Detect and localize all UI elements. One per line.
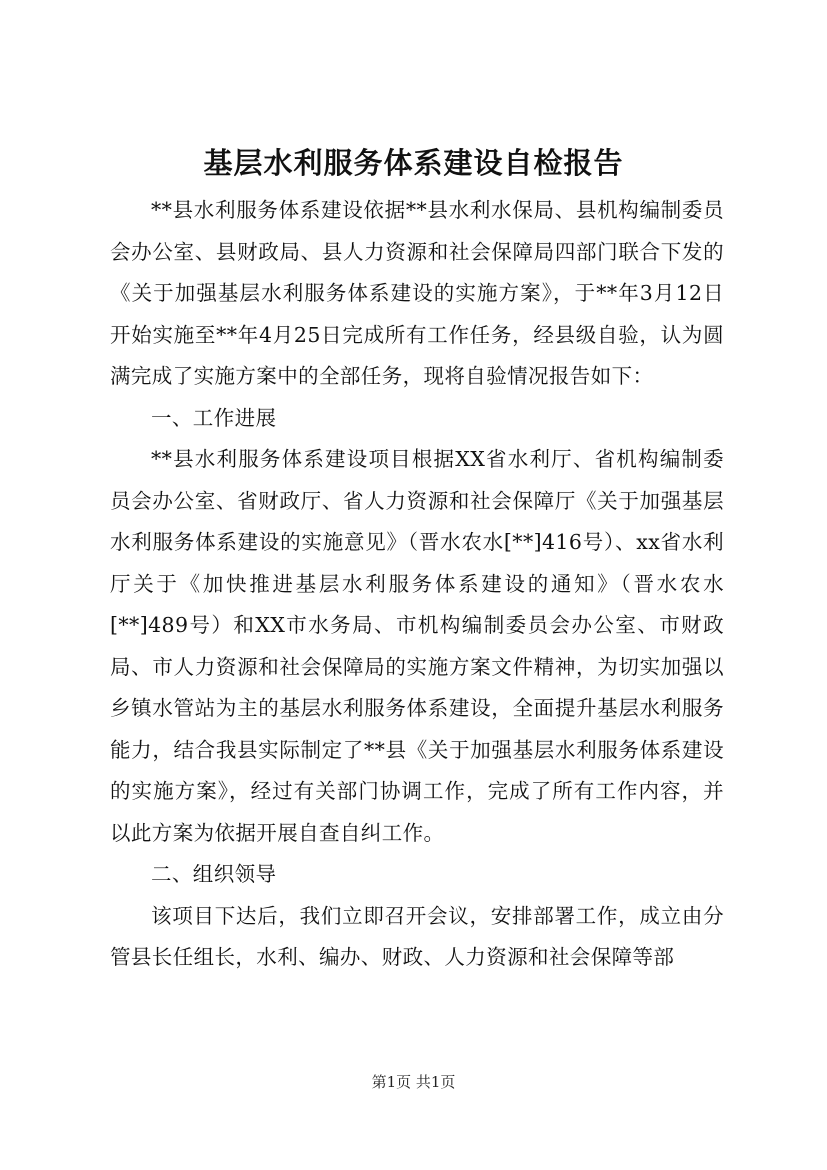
leadership-paragraph: 该项目下达后，我们立即召开会议，安排部署工作，成立由分管县长任组长，水利、编办、财政、人力资源和社会保障等部 [110,903,724,969]
section-heading-progress: 一、工作进展 [151,405,277,430]
intro-paragraph: **县水利服务体系建设依据**县水利水保局、县机构编制委员会办公室、县财政局、县人力资源和社会保障局四部门联合下发的《关于加强基层水利服务体系建设的实施方案》，于**年3月12日开始实施至**年4月25日完成所有工作任务，经县级自验，认为圆满完成了实施方案中的全部任务，现将自验情况报告如下： [110,198,724,388]
page-footer: 第1页 共1页 [371,1073,456,1091]
document-title: 基层水利服务体系建设自检报告 [203,146,624,180]
document-body [110,190,724,979]
progress-paragraph: **县水利服务体系建设项目根据XX省水利厅、省机构编制委员会办公室、省财政厅、省人力资源和社会保障厅《关于加强基层水利服务体系建设的实施意见》（晋水农水[**]416号）、xx省水利厅关于《加快推进基层水利服务体系建设的通知》（晋水农水[**]489号）和XX市水务局、市机构编制委员会办公室、市财政局、市人力资源和社会保障局的实施方案文件精神，为切实加强以乡镇水管站为主的基层水利服务体系建设，全面提升基层水利服务能力，结合我县实际制定了**县《关于加强基层水利服务体系建设的实施方案》，经过有关部门协调工作，完成了所有工作内容，并以此方案为依据开展自查自纠工作。 [110,447,724,845]
section-heading-leadership: 二、组织领导 [151,862,277,886]
